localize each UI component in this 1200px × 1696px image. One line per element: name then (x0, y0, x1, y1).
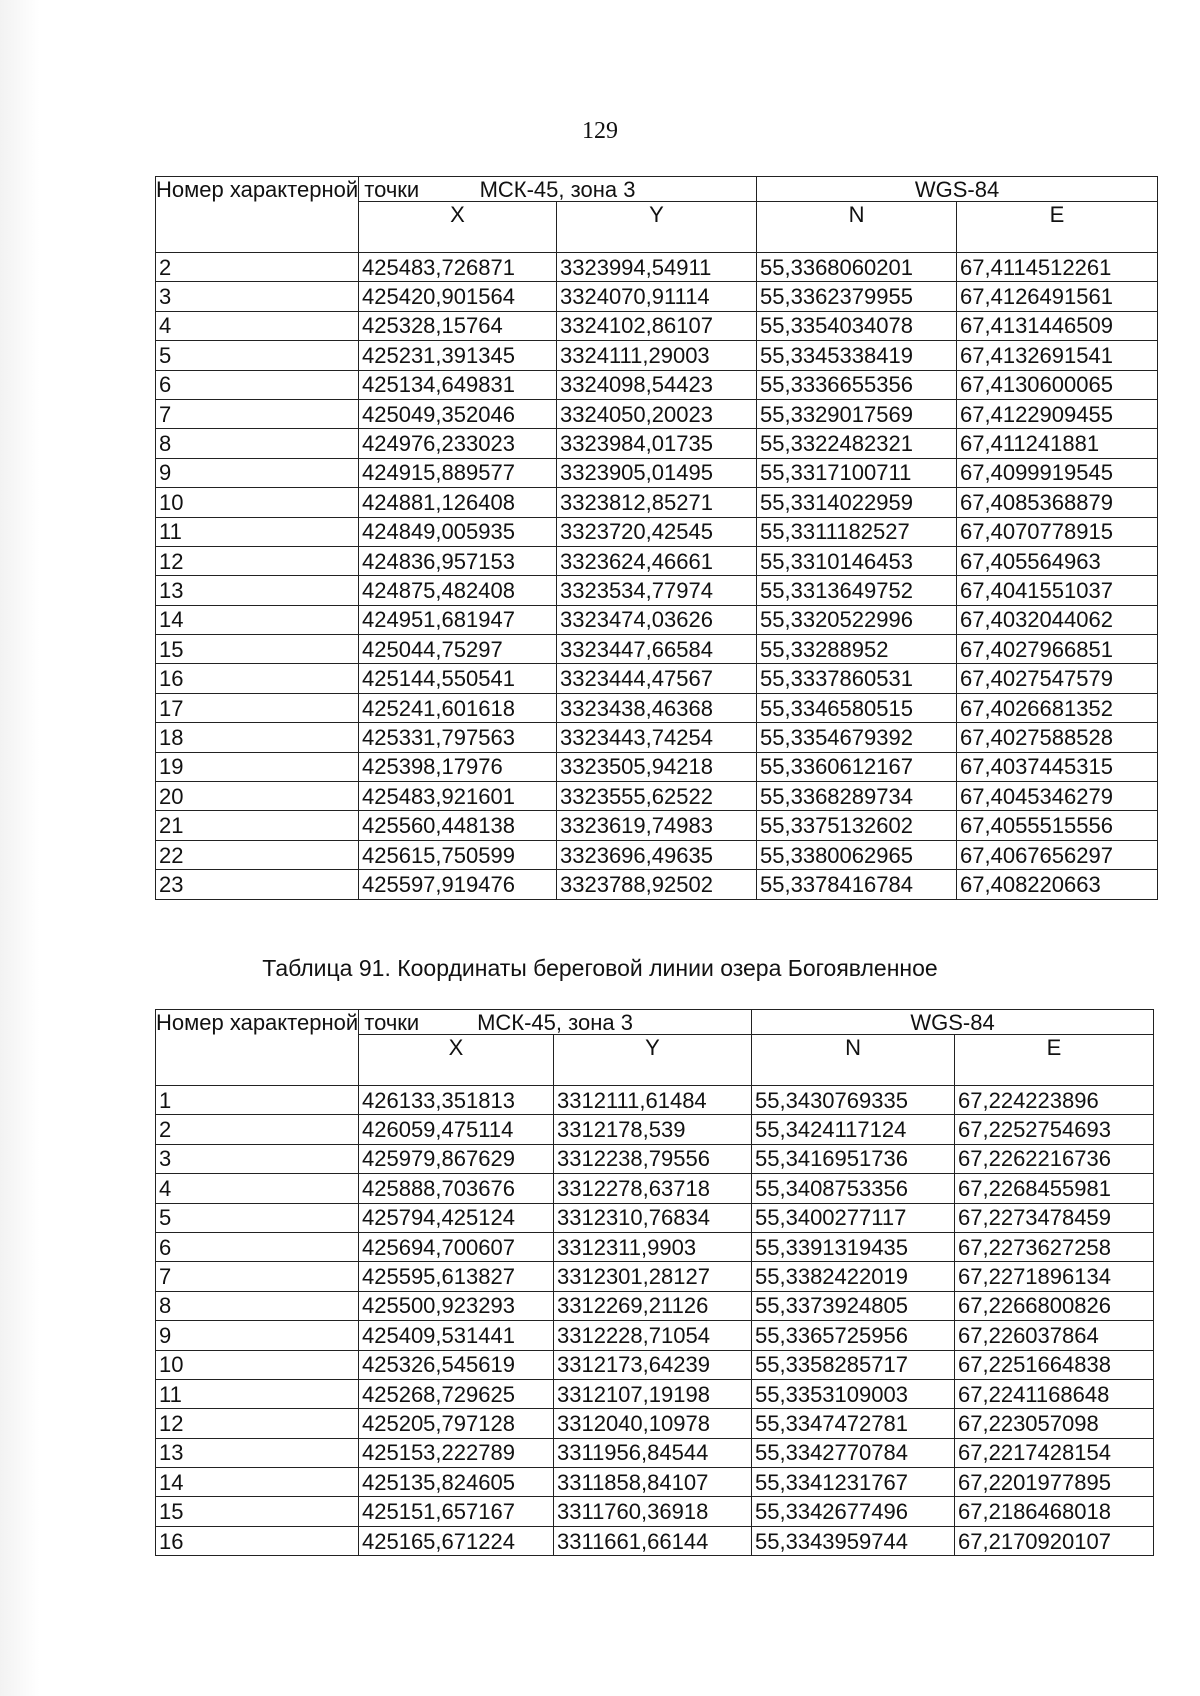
cell-x: 425409,531441 (359, 1321, 554, 1350)
cell-y: 3312107,19198 (554, 1379, 752, 1408)
cell-x: 425888,703676 (359, 1174, 554, 1203)
cell-y: 3312311,9903 (554, 1232, 752, 1261)
cell-point-number: 8 (156, 429, 359, 458)
cell-y: 3312228,71054 (554, 1321, 752, 1350)
cell-y: 3323812,85271 (557, 488, 757, 517)
cell-n: 55,3345338419 (757, 341, 957, 370)
table-row (156, 370, 1158, 399)
cell-n: 55,3416951736 (752, 1144, 955, 1173)
header-x: X (359, 202, 557, 253)
cell-y: 3323905,01495 (557, 458, 757, 487)
cell-x: 425483,921601 (359, 782, 557, 811)
header-msk: МСК-45, зона 3 (359, 177, 757, 202)
cell-x: 424836,957153 (359, 546, 557, 575)
cell-n: 55,3342677496 (752, 1497, 955, 1526)
cell-n: 55,3430769335 (752, 1086, 955, 1115)
cell-point-number: 9 (156, 458, 359, 487)
cell-y: 3323555,62522 (557, 782, 757, 811)
cell-x: 424976,233023 (359, 429, 557, 458)
table-row (156, 488, 1158, 517)
cell-y: 3312111,61484 (554, 1086, 752, 1115)
table-row (156, 311, 1158, 340)
table-row (156, 1291, 1154, 1320)
cell-e: 67,4027547579 (957, 664, 1158, 693)
cell-n: 55,3317100711 (757, 458, 957, 487)
cell-point-number: 7 (156, 1262, 359, 1291)
cell-e: 67,226037864 (955, 1321, 1154, 1350)
scan-shadow (0, 0, 40, 1696)
cell-x: 425326,545619 (359, 1350, 554, 1379)
cell-point-number: 1 (156, 1086, 359, 1115)
cell-y: 3312178,539 (554, 1115, 752, 1144)
cell-n: 55,3378416784 (757, 870, 957, 899)
cell-x: 425044,75297 (359, 635, 557, 664)
cell-point-number: 4 (156, 1174, 359, 1203)
cell-n: 55,3320522996 (757, 605, 957, 634)
table-row (156, 1468, 1154, 1497)
cell-n: 55,3400277117 (752, 1203, 955, 1232)
cell-n: 55,3365725956 (752, 1321, 955, 1350)
cell-x: 425597,919476 (359, 870, 557, 899)
cell-e: 67,2262216736 (955, 1144, 1154, 1173)
cell-y: 3312238,79556 (554, 1144, 752, 1173)
cell-e: 67,2170920107 (955, 1526, 1154, 1555)
cell-x: 425151,657167 (359, 1497, 554, 1526)
cell-y: 3323444,47567 (557, 664, 757, 693)
table-row (156, 635, 1158, 664)
cell-n: 55,3358285717 (752, 1350, 955, 1379)
table-row (156, 782, 1158, 811)
cell-n: 55,3424117124 (752, 1115, 955, 1144)
cell-point-number: 12 (156, 1409, 359, 1438)
cell-n: 55,3362379955 (757, 282, 957, 311)
cell-point-number: 19 (156, 752, 359, 781)
header-y: Y (557, 202, 757, 253)
header-wgs: WGS-84 (752, 1010, 1154, 1035)
cell-e: 67,4041551037 (957, 576, 1158, 605)
cell-point-number: 13 (156, 576, 359, 605)
cell-point-number: 17 (156, 693, 359, 722)
cell-point-number: 6 (156, 370, 359, 399)
cell-x: 425165,671224 (359, 1526, 554, 1555)
cell-x: 425268,729625 (359, 1379, 554, 1408)
cell-x: 425328,15764 (359, 311, 557, 340)
cell-x: 425331,797563 (359, 723, 557, 752)
cell-point-number: 20 (156, 782, 359, 811)
cell-y: 3312310,76834 (554, 1203, 752, 1232)
cell-x: 425135,824605 (359, 1468, 554, 1497)
cell-e: 67,4122909455 (957, 399, 1158, 428)
cell-n: 55,3311182527 (757, 517, 957, 546)
cell-n: 55,3310146453 (757, 546, 957, 575)
cell-e: 67,4130600065 (957, 370, 1158, 399)
cell-point-number: 6 (156, 1232, 359, 1261)
cell-n: 55,3354679392 (757, 723, 957, 752)
cell-e: 67,4126491561 (957, 282, 1158, 311)
table-row (156, 429, 1158, 458)
cell-point-number: 15 (156, 635, 359, 664)
cell-point-number: 14 (156, 1468, 359, 1497)
cell-x: 425144,550541 (359, 664, 557, 693)
cell-point-number: 10 (156, 1350, 359, 1379)
cell-x: 424849,005935 (359, 517, 557, 546)
cell-x: 425398,17976 (359, 752, 557, 781)
cell-point-number: 15 (156, 1497, 359, 1526)
header-e: E (957, 202, 1158, 253)
table-row (156, 546, 1158, 575)
cell-point-number: 5 (156, 1203, 359, 1232)
header-point-number: Номер характерной точки (156, 177, 359, 253)
header-x: X (359, 1035, 554, 1086)
table-row (156, 752, 1158, 781)
cell-x: 425500,923293 (359, 1291, 554, 1320)
cell-e: 67,4045346279 (957, 782, 1158, 811)
cell-e: 67,4027966851 (957, 635, 1158, 664)
cell-n: 55,3368289734 (757, 782, 957, 811)
cell-e: 67,4085368879 (957, 488, 1158, 517)
cell-n: 55,3354034078 (757, 311, 957, 340)
cell-y: 3323447,66584 (557, 635, 757, 664)
cell-n: 55,3346580515 (757, 693, 957, 722)
cell-e: 67,2252754693 (955, 1115, 1154, 1144)
cell-n: 55,3341231767 (752, 1468, 955, 1497)
cell-point-number: 13 (156, 1438, 359, 1467)
table-row (156, 1203, 1154, 1232)
cell-x: 426133,351813 (359, 1086, 554, 1115)
cell-y: 3323624,46661 (557, 546, 757, 575)
coordinates-table-continued (155, 176, 1158, 900)
cell-n: 55,3368060201 (757, 253, 957, 282)
table-row (156, 458, 1158, 487)
cell-y: 3311956,84544 (554, 1438, 752, 1467)
table-row (156, 517, 1158, 546)
cell-n: 55,3343959744 (752, 1526, 955, 1555)
cell-n: 55,3360612167 (757, 752, 957, 781)
cell-x: 425420,901564 (359, 282, 557, 311)
cell-e: 67,4055515556 (957, 811, 1158, 840)
cell-point-number: 16 (156, 664, 359, 693)
cell-y: 3323984,01735 (557, 429, 757, 458)
table-row (156, 282, 1158, 311)
table-row (156, 1497, 1154, 1526)
cell-x: 425153,222789 (359, 1438, 554, 1467)
cell-e: 67,2201977895 (955, 1468, 1154, 1497)
cell-y: 3323720,42545 (557, 517, 757, 546)
cell-e: 67,4114512261 (957, 253, 1158, 282)
cell-e: 67,405564963 (957, 546, 1158, 575)
cell-n: 55,3337860531 (757, 664, 957, 693)
cell-y: 3311858,84107 (554, 1468, 752, 1497)
cell-n: 55,3314022959 (757, 488, 957, 517)
table-row (156, 1350, 1154, 1379)
cell-e: 67,2268455981 (955, 1174, 1154, 1203)
cell-y: 3323994,54911 (557, 253, 757, 282)
cell-y: 3324111,29003 (557, 341, 757, 370)
table-row (156, 870, 1158, 899)
table-row (156, 723, 1158, 752)
cell-y: 3324070,91114 (557, 282, 757, 311)
header-wgs: WGS-84 (757, 177, 1158, 202)
table-row (156, 840, 1158, 869)
cell-x: 424951,681947 (359, 605, 557, 634)
cell-point-number: 18 (156, 723, 359, 752)
cell-point-number: 7 (156, 399, 359, 428)
header-point-number: Номер характерной точки (156, 1010, 359, 1086)
cell-x: 425241,601618 (359, 693, 557, 722)
table-row (156, 1144, 1154, 1173)
cell-x: 424915,889577 (359, 458, 557, 487)
cell-e: 67,4131446509 (957, 311, 1158, 340)
cell-point-number: 8 (156, 1291, 359, 1320)
cell-x: 425595,613827 (359, 1262, 554, 1291)
cell-e: 67,2266800826 (955, 1291, 1154, 1320)
cell-y: 3323696,49635 (557, 840, 757, 869)
table-row (156, 605, 1158, 634)
cell-n: 55,3408753356 (752, 1174, 955, 1203)
cell-n: 55,3322482321 (757, 429, 957, 458)
cell-x: 425615,750599 (359, 840, 557, 869)
cell-y: 3323438,46368 (557, 693, 757, 722)
cell-y: 3323443,74254 (557, 723, 757, 752)
table-row (156, 1409, 1154, 1438)
table-row (156, 1115, 1154, 1144)
cell-point-number: 9 (156, 1321, 359, 1350)
cell-point-number: 5 (156, 341, 359, 370)
cell-point-number: 23 (156, 870, 359, 899)
table-row (156, 1086, 1154, 1115)
table-row (156, 664, 1158, 693)
cell-y: 3323505,94218 (557, 752, 757, 781)
cell-y: 3323474,03626 (557, 605, 757, 634)
cell-x: 425694,700607 (359, 1232, 554, 1261)
cell-e: 67,2241168648 (955, 1379, 1154, 1408)
cell-e: 67,2217428154 (955, 1438, 1154, 1467)
table-row (156, 1321, 1154, 1350)
cell-e: 67,224223896 (955, 1086, 1154, 1115)
cell-y: 3323534,77974 (557, 576, 757, 605)
cell-e: 67,2186468018 (955, 1497, 1154, 1526)
cell-y: 3312278,63718 (554, 1174, 752, 1203)
cell-e: 67,2273627258 (955, 1232, 1154, 1261)
header-n: N (757, 202, 957, 253)
cell-e: 67,411241881 (957, 429, 1158, 458)
cell-n: 55,3313649752 (757, 576, 957, 605)
cell-y: 3312040,10978 (554, 1409, 752, 1438)
cell-y: 3312301,28127 (554, 1262, 752, 1291)
header-e: E (955, 1035, 1154, 1086)
cell-point-number: 16 (156, 1526, 359, 1555)
cell-point-number: 14 (156, 605, 359, 634)
table-row (156, 1232, 1154, 1261)
cell-point-number: 2 (156, 253, 359, 282)
cell-x: 426059,475114 (359, 1115, 554, 1144)
cell-e: 67,2251664838 (955, 1350, 1154, 1379)
cell-n: 55,3375132602 (757, 811, 957, 840)
table-row (156, 399, 1158, 428)
cell-x: 425231,391345 (359, 341, 557, 370)
cell-x: 425794,425124 (359, 1203, 554, 1232)
cell-x: 425560,448138 (359, 811, 557, 840)
table-row (156, 1174, 1154, 1203)
table-row (156, 253, 1158, 282)
cell-point-number: 2 (156, 1115, 359, 1144)
cell-point-number: 11 (156, 1379, 359, 1408)
cell-x: 425979,867629 (359, 1144, 554, 1173)
cell-y: 3312173,64239 (554, 1350, 752, 1379)
cell-y: 3311661,66144 (554, 1526, 752, 1555)
cell-x: 424875,482408 (359, 576, 557, 605)
coordinates-table-91 (155, 1009, 1154, 1556)
page-number: 129 (582, 118, 618, 144)
table-row (156, 811, 1158, 840)
table-caption: Таблица 91. Координаты береговой линии озера Богоявленное (262, 955, 938, 981)
cell-y: 3324102,86107 (557, 311, 757, 340)
cell-n: 55,33288952 (757, 635, 957, 664)
cell-n: 55,3342770784 (752, 1438, 955, 1467)
cell-point-number: 22 (156, 840, 359, 869)
cell-y: 3323619,74983 (557, 811, 757, 840)
cell-n: 55,3391319435 (752, 1232, 955, 1261)
header-msk: МСК-45, зона 3 (359, 1010, 752, 1035)
table-row (156, 576, 1158, 605)
cell-point-number: 21 (156, 811, 359, 840)
cell-e: 67,4132691541 (957, 341, 1158, 370)
table-row (156, 341, 1158, 370)
table-row (156, 693, 1158, 722)
table-row (156, 1526, 1154, 1555)
table-row (156, 1379, 1154, 1408)
cell-point-number: 4 (156, 311, 359, 340)
cell-e: 67,2273478459 (955, 1203, 1154, 1232)
cell-x: 425483,726871 (359, 253, 557, 282)
table-row (156, 1262, 1154, 1291)
cell-x: 424881,126408 (359, 488, 557, 517)
cell-point-number: 3 (156, 282, 359, 311)
cell-y: 3324098,54423 (557, 370, 757, 399)
cell-point-number: 10 (156, 488, 359, 517)
header-n: N (752, 1035, 955, 1086)
cell-n: 55,3329017569 (757, 399, 957, 428)
cell-e: 67,4032044062 (957, 605, 1158, 634)
cell-n: 55,3373924805 (752, 1291, 955, 1320)
cell-e: 67,4099919545 (957, 458, 1158, 487)
cell-n: 55,3353109003 (752, 1379, 955, 1408)
cell-e: 67,4067656297 (957, 840, 1158, 869)
cell-e: 67,4037445315 (957, 752, 1158, 781)
cell-y: 3323788,92502 (557, 870, 757, 899)
cell-n: 55,3382422019 (752, 1262, 955, 1291)
cell-point-number: 11 (156, 517, 359, 546)
cell-y: 3324050,20023 (557, 399, 757, 428)
cell-point-number: 3 (156, 1144, 359, 1173)
cell-point-number: 12 (156, 546, 359, 575)
cell-e: 67,223057098 (955, 1409, 1154, 1438)
table-row (156, 1438, 1154, 1467)
cell-n: 55,3347472781 (752, 1409, 955, 1438)
cell-x: 425134,649831 (359, 370, 557, 399)
cell-x: 425205,797128 (359, 1409, 554, 1438)
cell-n: 55,3380062965 (757, 840, 957, 869)
cell-n: 55,3336655356 (757, 370, 957, 399)
cell-e: 67,2271896134 (955, 1262, 1154, 1291)
header-y: Y (554, 1035, 752, 1086)
cell-e: 67,4027588528 (957, 723, 1158, 752)
cell-e: 67,4070778915 (957, 517, 1158, 546)
cell-e: 67,408220663 (957, 870, 1158, 899)
cell-e: 67,4026681352 (957, 693, 1158, 722)
cell-y: 3311760,36918 (554, 1497, 752, 1526)
cell-x: 425049,352046 (359, 399, 557, 428)
cell-y: 3312269,21126 (554, 1291, 752, 1320)
